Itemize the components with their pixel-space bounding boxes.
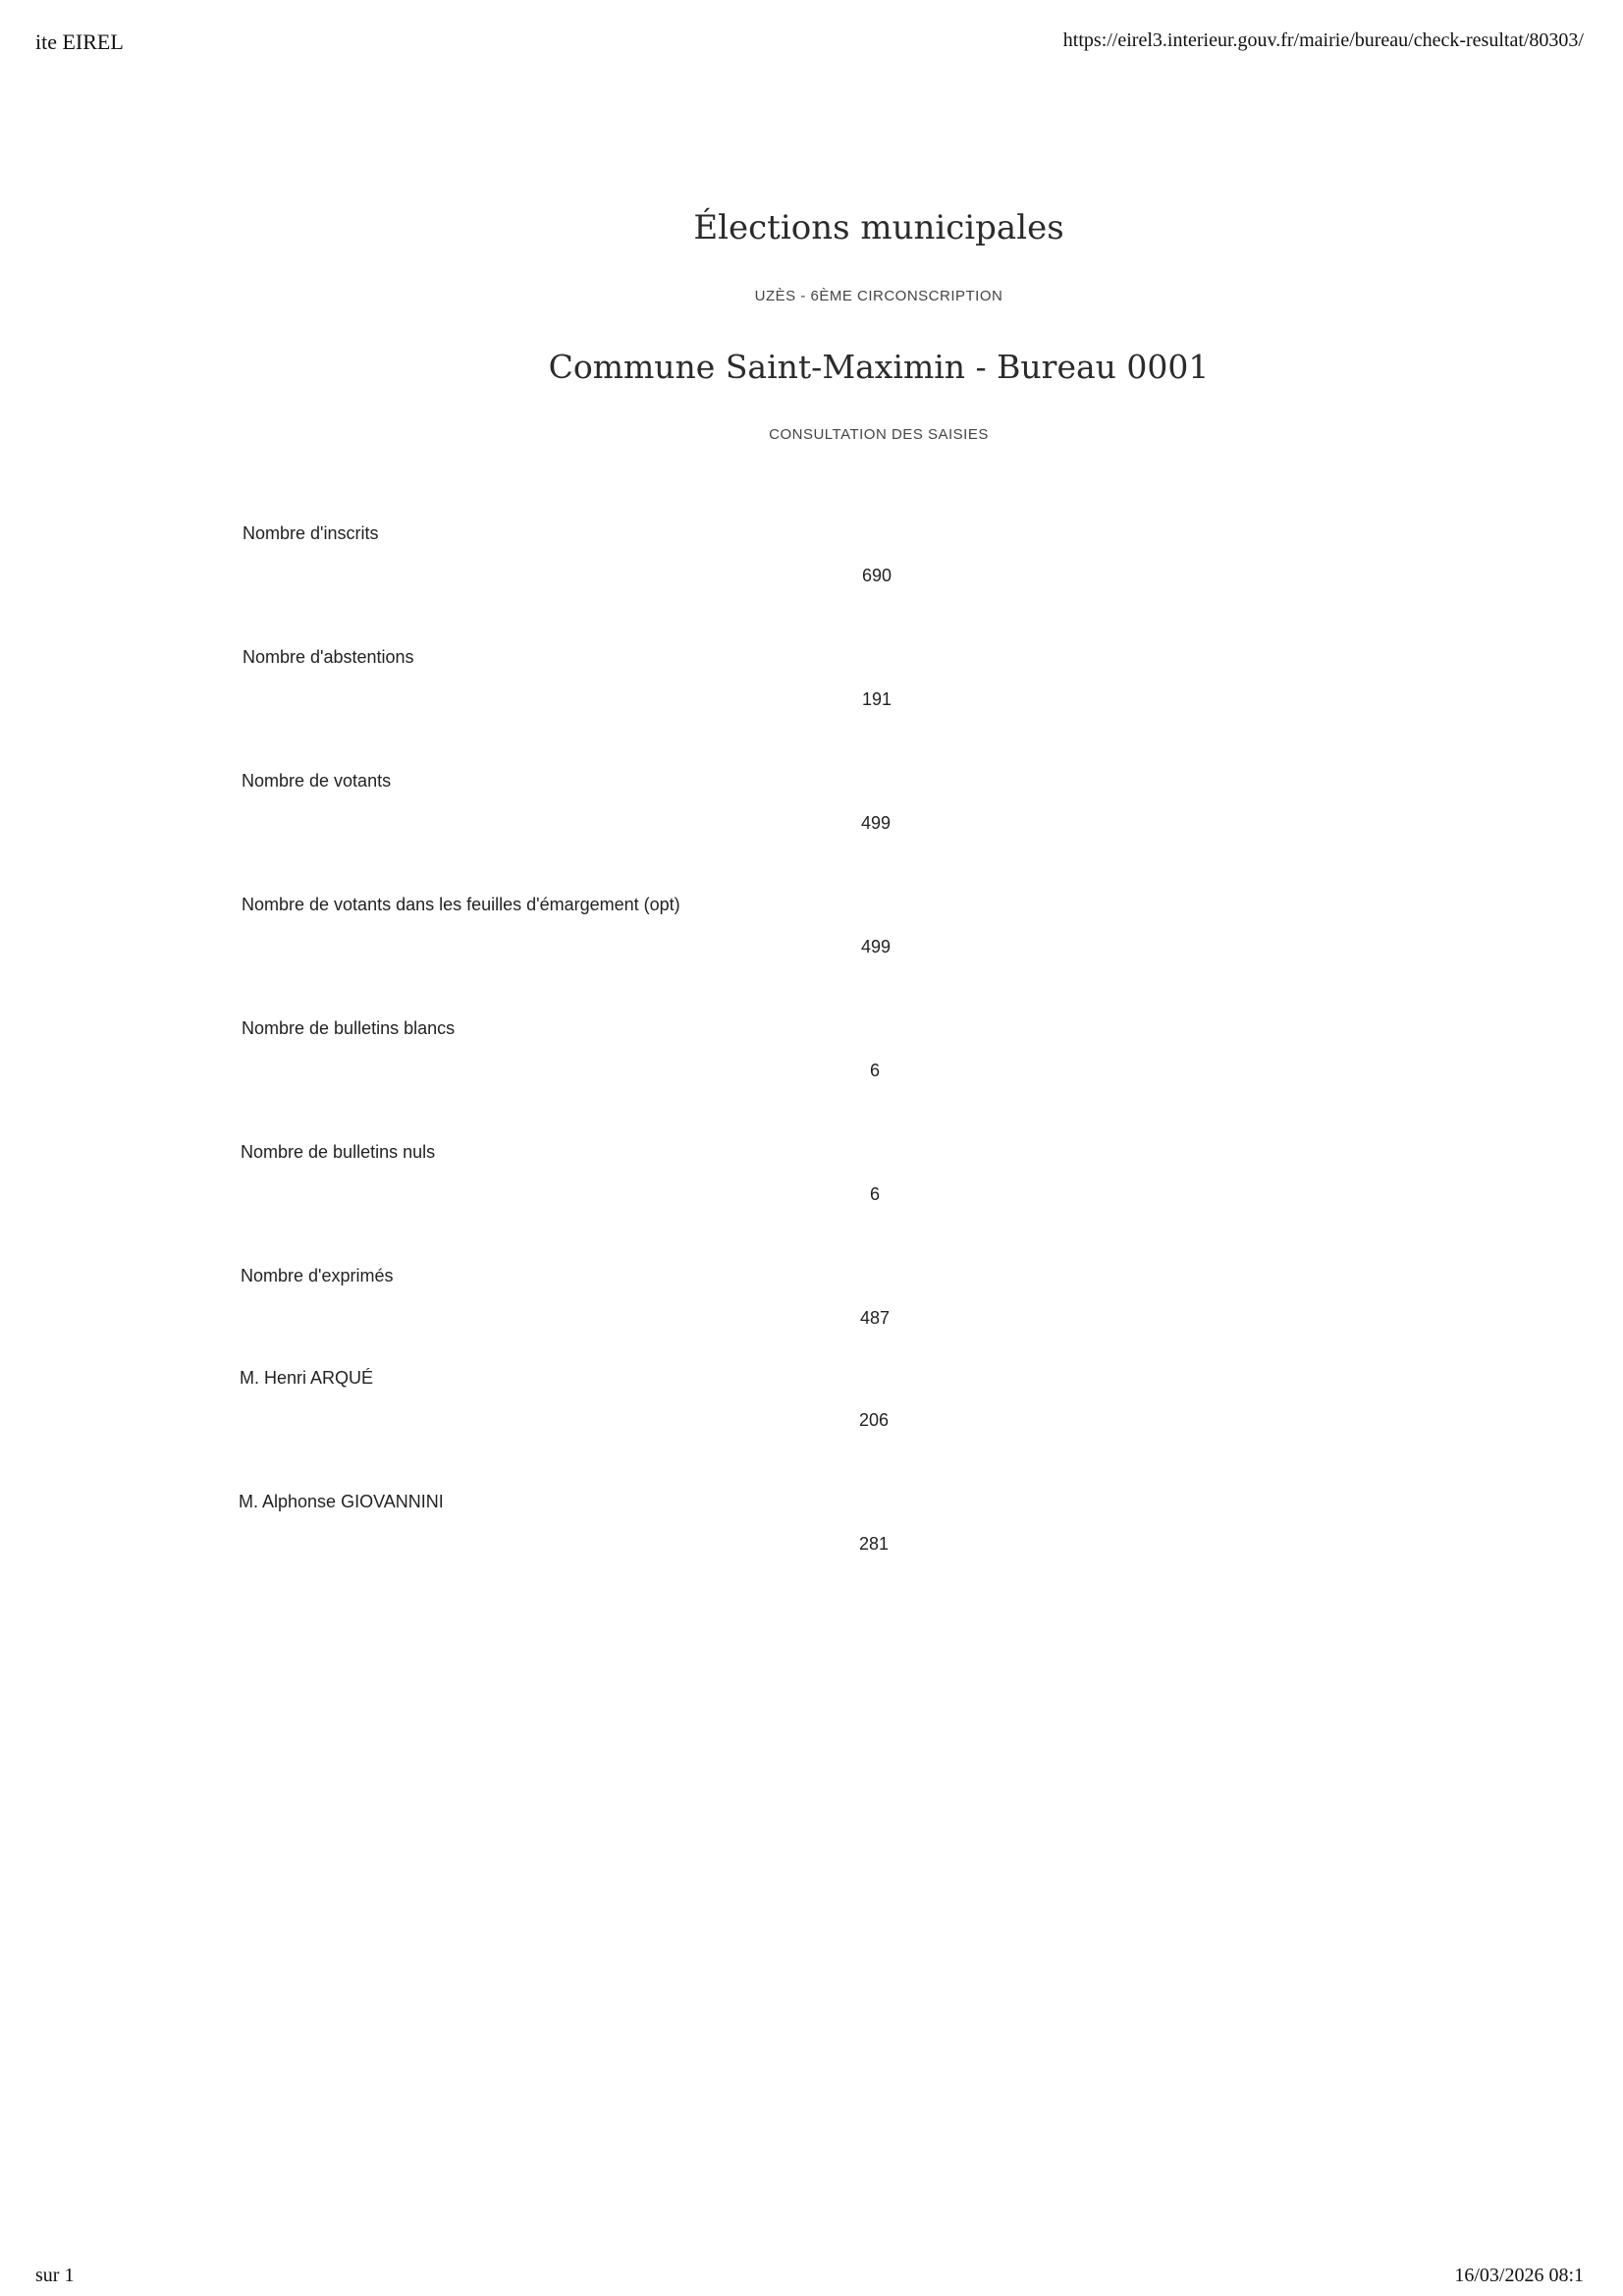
field-label-bulletins-nuls: Nombre de bulletins nuls xyxy=(241,1142,436,1162)
field-value-votants: 499 xyxy=(860,813,892,833)
field-value-abstentions: 191 xyxy=(861,689,893,709)
field-label-votants: Nombre de votants xyxy=(242,771,392,791)
field-label-votants-emargement: Nombre de votants dans les feuilles d'émargement (opt) xyxy=(242,895,680,914)
circonscription-label: UZÈS - 6ÈME CIRCONSCRIPTION xyxy=(754,288,1003,304)
field-label-abstentions: Nombre d'abstentions xyxy=(243,647,414,667)
field-label-exprimes: Nombre d'exprimés xyxy=(241,1266,394,1285)
field-label-candidate-arque: M. Henri ARQUÉ xyxy=(240,1368,374,1388)
field-value-candidate-arque: 206 xyxy=(858,1410,890,1430)
commune-bureau-title: Commune Saint-Maximin - Bureau 0001 xyxy=(548,348,1210,386)
field-label-bulletins-blancs: Nombre de bulletins blancs xyxy=(242,1018,456,1038)
field-value-bulletins-blancs: 6 xyxy=(869,1061,880,1080)
field-value-candidate-giovannini: 281 xyxy=(858,1534,890,1554)
field-value-votants-emargement: 499 xyxy=(860,937,892,957)
print-header-url: https://eirel3.interieur.gouv.fr/mairie/bureau/check-resultat/80303/ xyxy=(1062,29,1584,51)
print-header-site-name: ite EIREL xyxy=(35,29,124,54)
print-footer-page: sur 1 xyxy=(35,2265,75,2286)
page-title: Élections municipales xyxy=(693,208,1064,247)
field-value-bulletins-nuls: 6 xyxy=(869,1184,880,1204)
field-value-inscrits: 690 xyxy=(861,566,893,585)
field-value-exprimes: 487 xyxy=(859,1308,891,1328)
field-label-candidate-giovannini: M. Alphonse GIOVANNINI xyxy=(239,1492,444,1511)
field-label-inscrits: Nombre d'inscrits xyxy=(243,523,379,543)
print-footer-datetime: 16/03/2026 08:1 xyxy=(1454,2265,1584,2286)
section-label: CONSULTATION DES SAISIES xyxy=(769,426,989,443)
